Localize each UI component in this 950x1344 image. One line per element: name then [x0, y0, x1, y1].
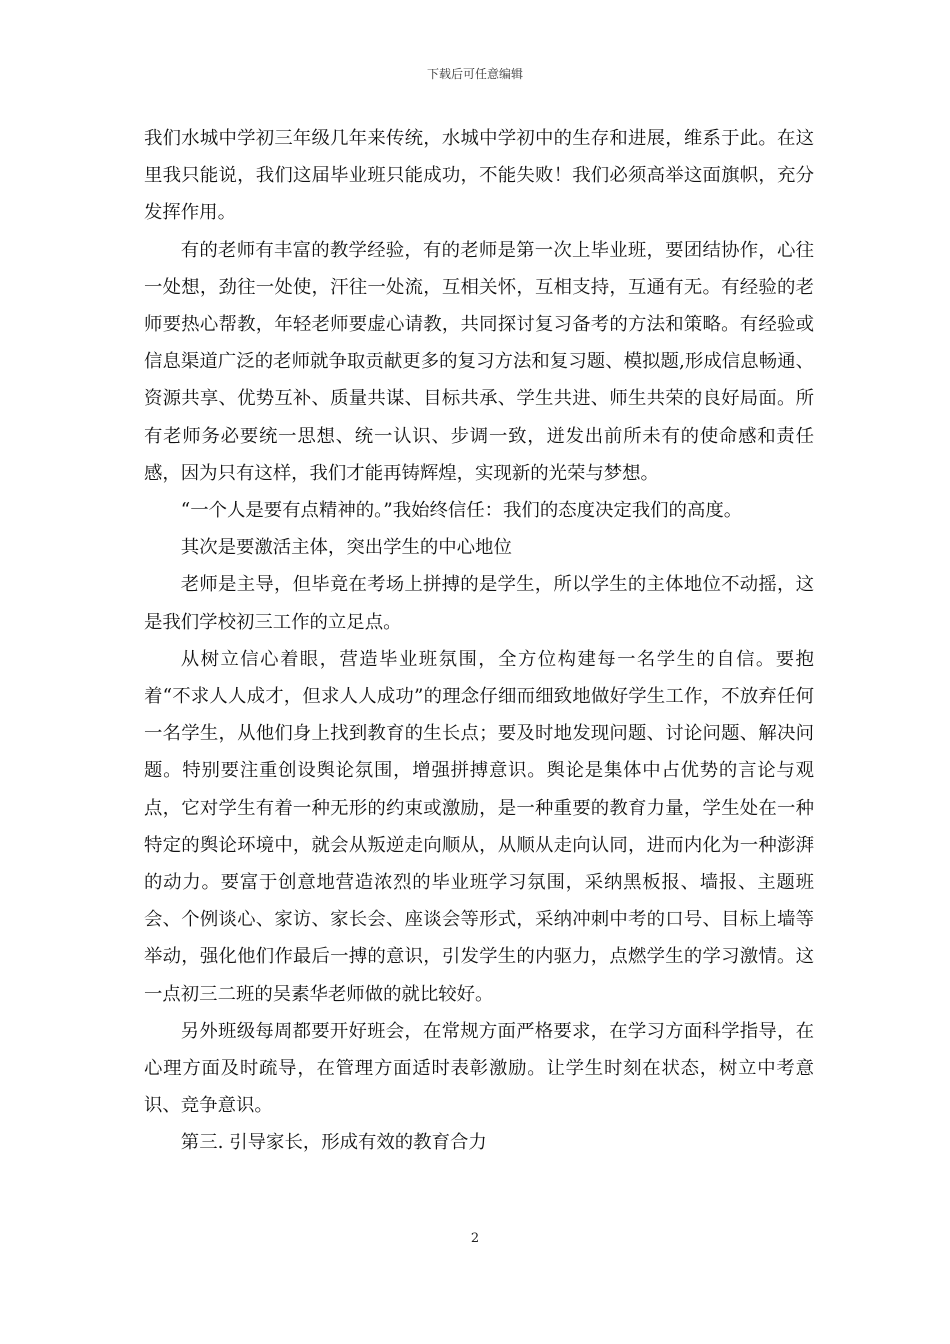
paragraph: 从树立信心着眼，营造毕业班氛围，全方位构建每一名学生的自信。要抱着“不求人人成才，但求人人成功”的理念仔细而细致地做好学生工作，不放弃任何一名学生，从他们身上找到教育的生长点；要及时地发现问题、讨论问题、解决问题。特别要注重创设舆论氛围，增强拼搏意识。舆论是集体中占优势的言论与观点，它对学生有着一种无形的约束或激励，是一种重要的教育力量，学生处在一种特定的舆论环境中，就会从叛逆走向顺从，从顺从走向认同，进而内化为一种澎湃的动力。要富于创意地营造浓烈的毕业班学习氛围，采纳黑板报、墙报、主题班会、个例谈心、家访、家长会、座谈会等形式，采纳冲刺中考的口号、目标上墙等举动，强化他们作最后一搏的意识，引发学生的内驱力，点燃学生的学习激情。这一点初三二班的吴素华老师做的就比较好。 [144, 648, 814, 1005]
section-heading: 其次是要激活主体，突出学生的中心地位 [180, 537, 512, 559]
document-body [144, 120, 814, 1162]
paragraph: 有的老师有丰富的教学经验，有的老师是第一次上毕业班，要团结协作，心往一处想，劲往一处使，汗往一处流，互相关怀，互相支持，互通有无。有经验的老师要热心帮教，年轻老师要虚心请教，共同探讨复习备考的方法和策略。有经验或信息渠道广泛的老师就争取贡献更多的复习方法和复习题、模拟题,形成信息畅通、资源共享、优势互补、质量共谋、目标共承、学生共进、师生共荣的良好局面。所有老师务必要统一思想、统一认识、步调一致，迸发出前所未有的使命感和责任感，因为只有这样，我们才能再铸辉煌，实现新的光荣与梦想。 [144, 239, 814, 484]
section-heading: 第三. 引导家长，形成有效的教育合力 [180, 1132, 487, 1154]
paragraph: “一个人是要有点精神的。”我始终信任：我们的态度决定我们的高度。 [180, 500, 743, 522]
page-number: 2 [470, 1231, 480, 1246]
page-header: 下载后可任意编辑 [426, 67, 523, 81]
paragraph: 我们水城中学初三年级几年来传统，水城中学初中的生存和进展，维系于此。在这里我只能说，我们这届毕业班只能成功，不能失败！我们必须高举这面旗帜，充分发挥作用。 [144, 128, 814, 224]
paragraph: 另外班级每周都要开好班会，在常规方面严格要求，在学习方面科学指导，在心理方面及时疏导，在管理方面适时表彰激励。让学生时刻在状态，树立中考意识、竞争意识。 [144, 1020, 814, 1117]
paragraph: 老师是主导，但毕竟在考场上拼搏的是学生，所以学生的主体地位不动摇，这是我们学校初三工作的立足点。 [144, 574, 814, 633]
